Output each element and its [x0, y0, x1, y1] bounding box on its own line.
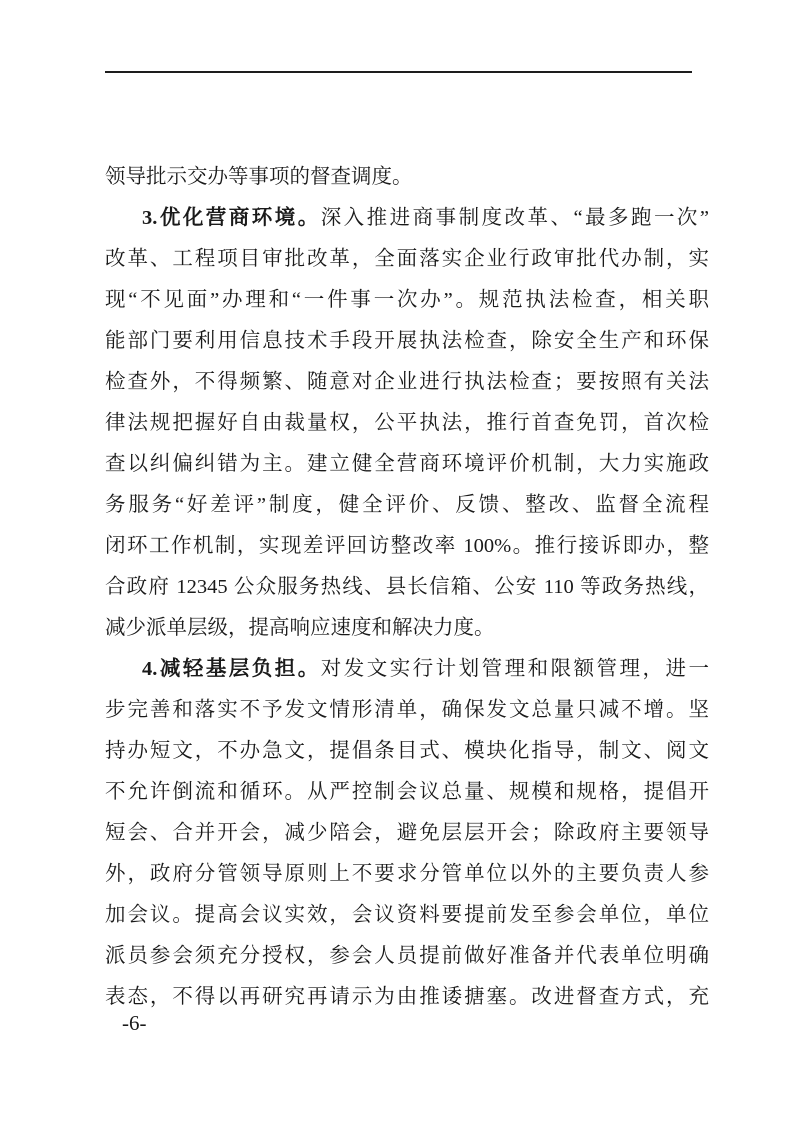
- body-line: 查以纠偏纠错为主。建立健全营商环境评价机制，大力实施政: [105, 453, 709, 475]
- body-line: 检查外，不得频繁、随意对企业进行执法检查；要按照有关法: [105, 371, 709, 393]
- body-line: 改革、工程项目审批改革，全面落实企业行政审批代办制，实: [105, 248, 709, 270]
- header-rule: [105, 71, 692, 73]
- body-line: 闭环工作机制，实现差评回访整改率 100%。推行接诉即办，整: [105, 535, 709, 557]
- body-line: 加会议。提高会议实效，会议资料要提前发至参会单位，单位: [105, 904, 709, 926]
- body-line: 派员参会须充分授权，参会人员提前做好准备并代表单位明确: [105, 945, 709, 967]
- body-line: 持办短文，不办急文，提倡条目式、模块化指导，制文、阅文: [105, 740, 709, 762]
- body-line: 表态，不得以再研究再请示为由推诿搪塞。改进督查方式，充: [105, 986, 709, 1008]
- body-line-text: 深入推进商事制度改革、“最多跑一次”: [320, 207, 710, 229]
- body-line: 不允许倒流和循环。从严控制会议总量、规模和规格，提倡开: [105, 781, 709, 803]
- document-body: [105, 157, 709, 1018]
- paragraph-heading: 4.减轻基层负担。: [142, 658, 321, 680]
- body-line: 能部门要利用信息技术手段开展执法检查，除安全生产和环保: [105, 330, 709, 352]
- page-number: -6-: [122, 1011, 147, 1035]
- body-line: 领导批示交办等事项的督查调度。: [105, 166, 413, 188]
- body-line: [105, 649, 709, 690]
- body-line: 务服务“好差评”制度，健全评价、反馈、整改、监督全流程: [105, 494, 709, 516]
- body-line: 减少派单层级，提高响应速度和解决力度。: [105, 617, 495, 639]
- body-line: 律法规把握好自由裁量权，公平执法，推行首查免罚，首次检: [105, 412, 709, 434]
- body-line: 步完善和落实不予发文情形清单，确保发文总量只减不增。坚: [105, 699, 709, 721]
- body-line: 合政府 12345 公众服务热线、县长信箱、公安 110 等政务热线，: [105, 576, 709, 598]
- body-line-text: 对发文实行计划管理和限额管理，进一: [320, 658, 709, 680]
- body-line: [105, 198, 709, 239]
- paragraph-heading: 3.优化营商环境。: [142, 207, 321, 229]
- body-line: 外，政府分管领导原则上不要求分管单位以外的主要负责人参: [105, 863, 709, 885]
- body-line: 现“不见面”办理和“一件事一次办”。规范执法检查，相关职: [105, 289, 709, 311]
- body-line: 短会、合并开会，减少陪会，避免层层开会；除政府主要领导: [105, 822, 709, 844]
